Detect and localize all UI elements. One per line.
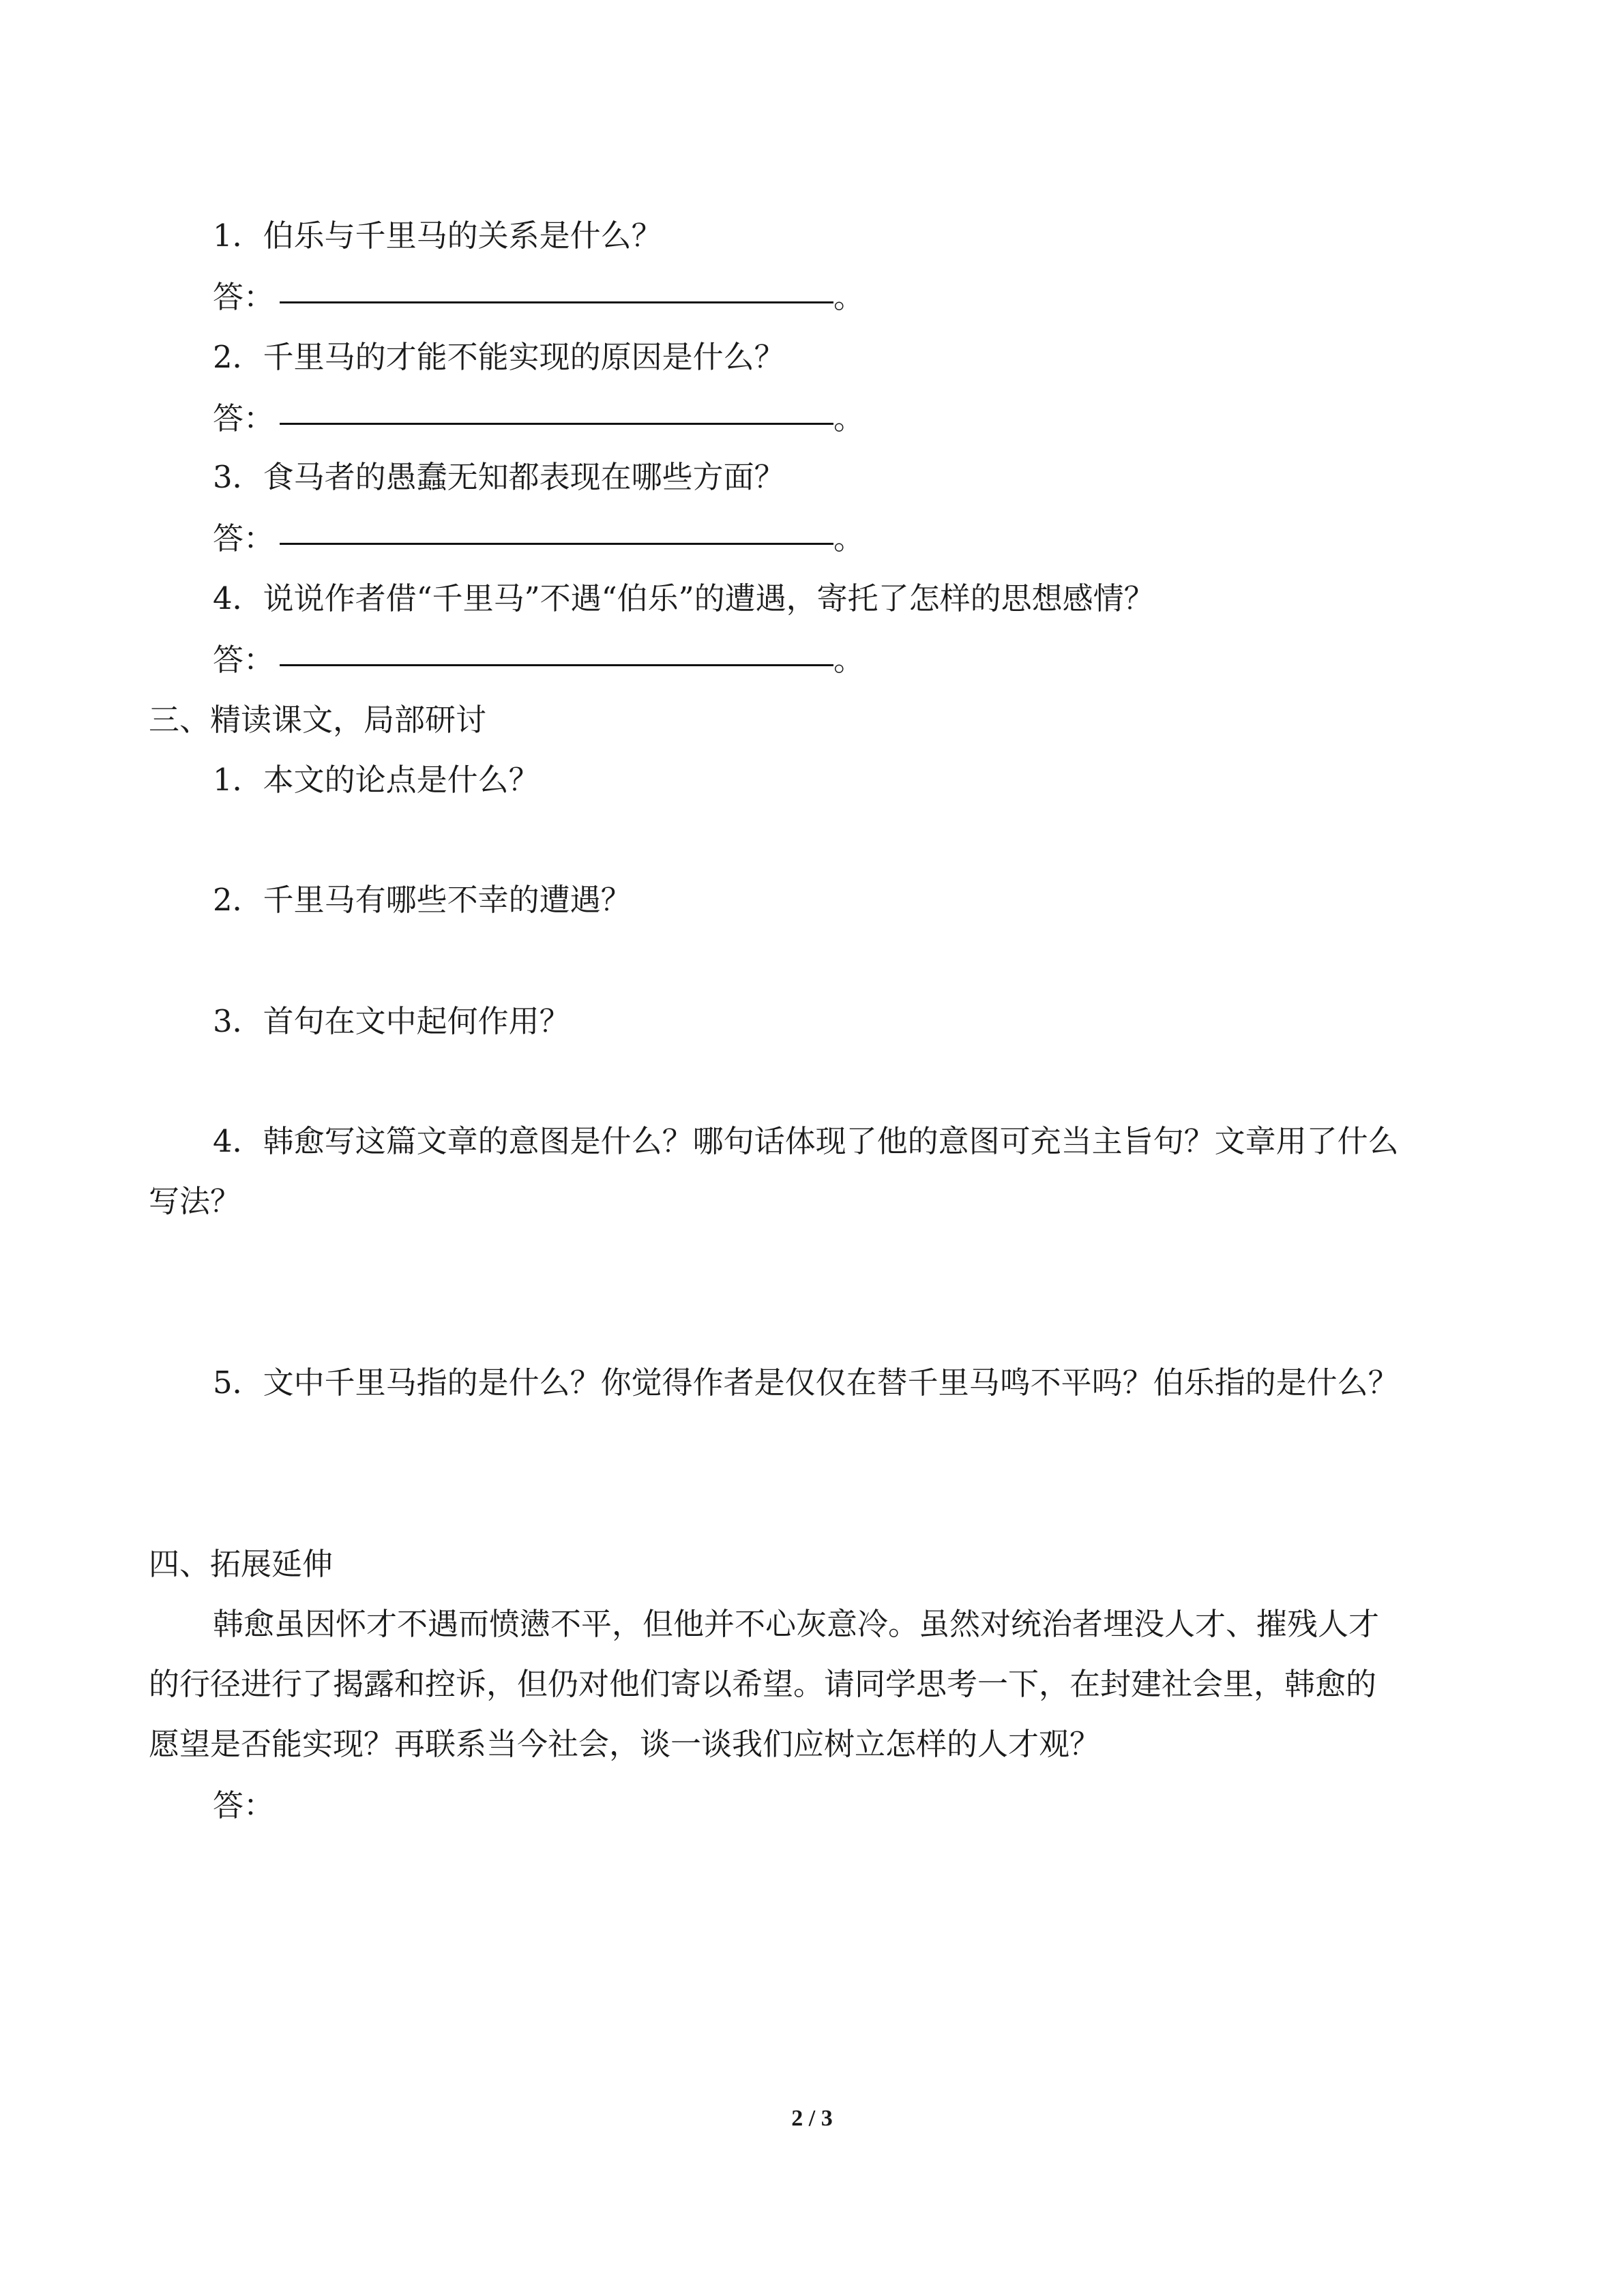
extension-paragraph-line2: 的行径进行了揭露和控诉，但仍对他们寄以希望。请同学思考一下，在封建社会里，韩愈的 (149, 1666, 1377, 1702)
answer-end-mark: 。 (833, 520, 865, 556)
question-3-4-line2: 写法？ (149, 1183, 241, 1219)
answer-label: 答： (213, 279, 275, 315)
question-2-2: 2．千里马的才能不能实现的原因是什么？ (213, 339, 785, 375)
answer-line-2-4 (213, 640, 864, 681)
question-2-3: 3．食马者的愚蠢无知都表现在哪些方面？ (213, 459, 785, 495)
question-3-3: 3．首句在文中起何作用？ (213, 1003, 570, 1039)
answer-blank (280, 301, 833, 303)
question-2-1: 1．伯乐与千里马的关系是什么？ (213, 218, 662, 254)
extension-paragraph-line1: 韩愈虽因怀才不遇而愤懑不平，但他并不心灰意冷。虽然对统治者埋没人才、摧残人才 (213, 1606, 1380, 1642)
page-number: 2 / 3 (791, 2106, 833, 2131)
answer-blank (280, 423, 833, 425)
question-2-4: 4．说说作者借“千里马”不遇“伯乐”的遭遇，寄托了怎样的思想感情？ (213, 580, 1155, 616)
answer-blank (280, 543, 833, 545)
question-3-2: 2．千里马有哪些不幸的遭遇？ (213, 882, 632, 918)
answer-label: 答： (213, 400, 275, 436)
answer-line-2-1 (213, 277, 864, 318)
answer-blank (280, 664, 833, 666)
answer-label: 答： (213, 642, 275, 678)
answer-line-2-3 (213, 518, 864, 559)
answer-end-mark: 。 (833, 279, 865, 315)
answer-line-2-2 (213, 398, 864, 439)
answer-label: 答： (213, 520, 275, 556)
question-3-5: 5．文中千里马指的是什么？你觉得作者是仅仅在替千里马鸣不平吗？伯乐指的是什么？ (213, 1365, 1399, 1401)
answer-end-mark: 。 (833, 642, 865, 678)
answer-end-mark: 。 (833, 400, 865, 436)
question-3-4-line1: 4．韩愈写这篇文章的意图是什么？哪句话体现了他的意图可充当主旨句？文章用了什么 (213, 1123, 1399, 1159)
extension-answer-label: 答： (213, 1787, 275, 1823)
extension-paragraph-line3: 愿望是否能实现？再联系当今社会，谈一谈我们应树立怎样的人才观？ (149, 1726, 1101, 1762)
question-3-1: 1．本文的论点是什么？ (213, 762, 540, 798)
section-heading-3: 三、精读课文，局部研讨 (149, 702, 487, 738)
section-heading-4: 四、拓展延伸 (149, 1546, 334, 1582)
